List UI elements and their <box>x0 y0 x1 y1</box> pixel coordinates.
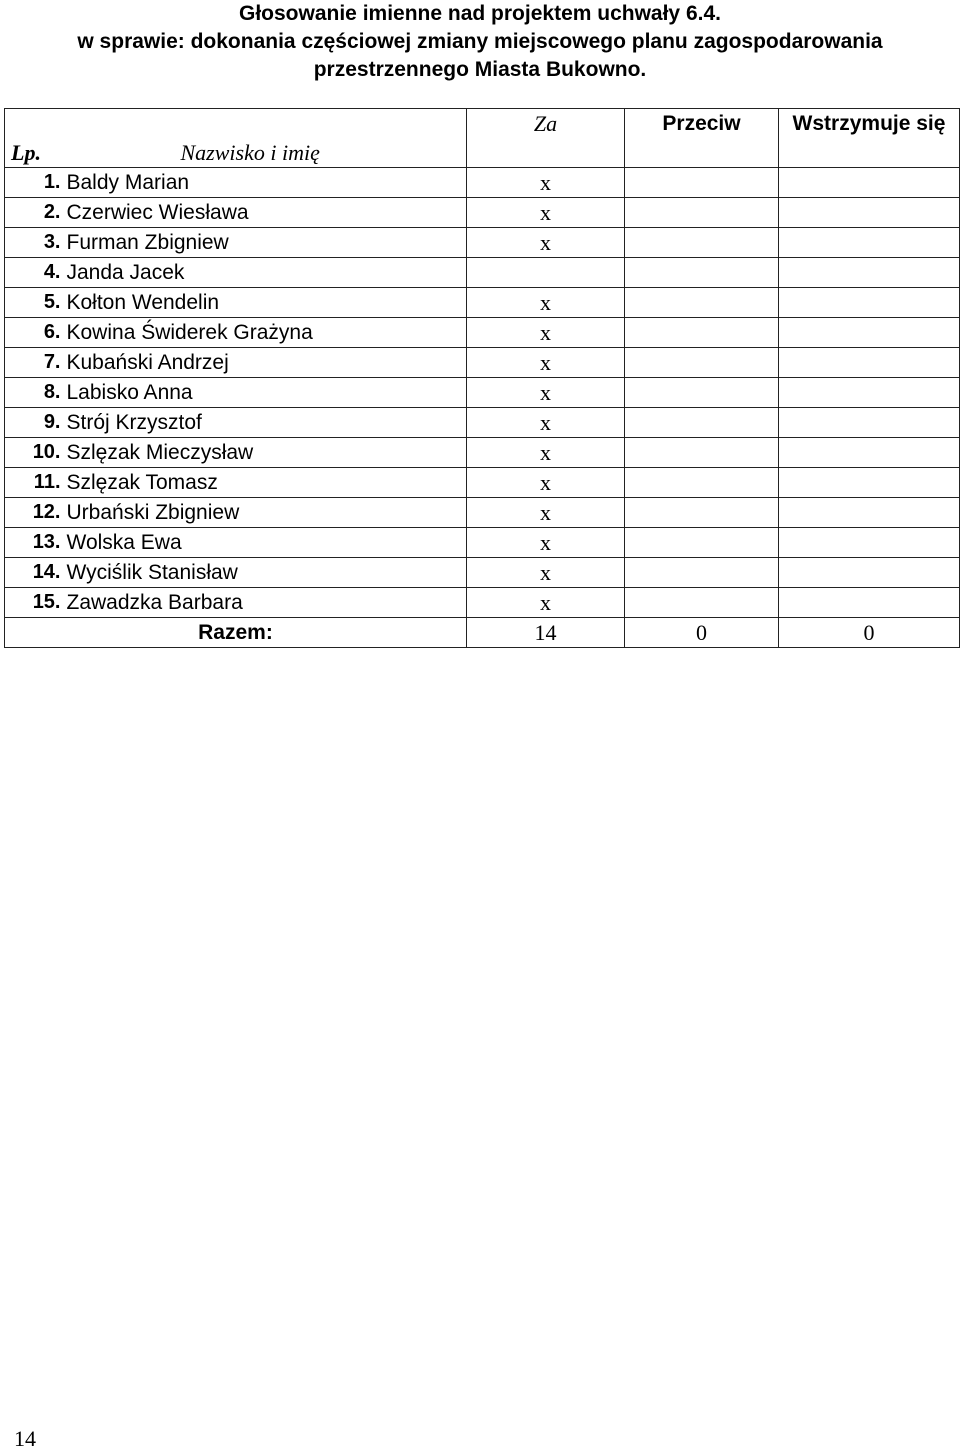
councillor-name: Zawadzka Barbara <box>63 588 467 618</box>
header-przeciw: Przeciw <box>625 109 779 168</box>
table-row <box>5 228 960 258</box>
vote-przeciw <box>625 468 779 498</box>
header-row-top <box>5 109 960 139</box>
row-number: 5. <box>5 288 63 318</box>
document-title <box>0 0 960 84</box>
total-przeciw: 0 <box>625 618 779 648</box>
vote-za: x <box>467 288 625 318</box>
row-number: 2. <box>5 198 63 228</box>
vote-przeciw <box>625 378 779 408</box>
total-za: 14 <box>467 618 625 648</box>
totals-row <box>5 618 960 648</box>
vote-wstrzymuje <box>779 318 960 348</box>
table-row <box>5 168 960 198</box>
row-number: 14. <box>5 558 63 588</box>
vote-wstrzymuje <box>779 558 960 588</box>
title-line-3: przestrzennego Miasta Bukowno. <box>313 58 647 81</box>
vote-za: x <box>467 348 625 378</box>
vote-wstrzymuje <box>779 288 960 318</box>
vote-przeciw <box>625 438 779 468</box>
title-line-1: Głosowanie imienne nad projektem uchwały 6.4. <box>239 2 721 25</box>
vote-za <box>467 258 625 288</box>
councillor-name: Wyciślik Stanisław <box>63 558 467 588</box>
vote-wstrzymuje <box>779 528 960 558</box>
table-row <box>5 528 960 558</box>
councillor-name: Kubański Andrzej <box>63 348 467 378</box>
vote-za: x <box>467 438 625 468</box>
header-wstrzymuje: Wstrzymuje się <box>779 109 960 168</box>
vote-przeciw <box>625 408 779 438</box>
row-number: 11. <box>5 468 63 498</box>
councillor-name: Szlęzak Mieczysław <box>63 438 467 468</box>
table-row <box>5 438 960 468</box>
vote-wstrzymuje <box>779 378 960 408</box>
table-row <box>5 378 960 408</box>
vote-za: x <box>467 228 625 258</box>
vote-wstrzymuje <box>779 198 960 228</box>
table-row <box>5 588 960 618</box>
vote-za: x <box>467 498 625 528</box>
vote-wstrzymuje <box>779 348 960 378</box>
table-row <box>5 408 960 438</box>
row-number: 7. <box>5 348 63 378</box>
vote-przeciw <box>625 168 779 198</box>
table-row <box>5 498 960 528</box>
councillor-name: Urbański Zbigniew <box>63 498 467 528</box>
table-row <box>5 348 960 378</box>
row-number: 1. <box>5 168 63 198</box>
row-number: 3. <box>5 228 63 258</box>
vote-za: x <box>467 468 625 498</box>
table-row <box>5 468 960 498</box>
table-row <box>5 288 960 318</box>
vote-wstrzymuje <box>779 438 960 468</box>
header-name: Nazwisko i imię <box>63 138 467 168</box>
vote-przeciw <box>625 318 779 348</box>
row-number: 13. <box>5 528 63 558</box>
vote-za: x <box>467 558 625 588</box>
councillor-name: Czerwiec Wiesława <box>63 198 467 228</box>
row-number: 10. <box>5 438 63 468</box>
councillor-name: Janda Jacek <box>63 258 467 288</box>
vote-wstrzymuje <box>779 468 960 498</box>
vote-za: x <box>467 528 625 558</box>
vote-wstrzymuje <box>779 588 960 618</box>
vote-za: x <box>467 318 625 348</box>
table-row <box>5 198 960 228</box>
vote-wstrzymuje <box>779 168 960 198</box>
vote-wstrzymuje <box>779 258 960 288</box>
councillor-name: Baldy Marian <box>63 168 467 198</box>
councillor-name: Kowina Świderek Grażyna <box>63 318 467 348</box>
row-number: 9. <box>5 408 63 438</box>
vote-przeciw <box>625 558 779 588</box>
councillor-name: Kołton Wendelin <box>63 288 467 318</box>
vote-za: x <box>467 408 625 438</box>
totals-label: Razem: <box>5 618 467 648</box>
vote-table <box>4 108 960 648</box>
councillor-name: Wolska Ewa <box>63 528 467 558</box>
title-line-2: w sprawie: dokonania częściowej zmiany miejscowego planu zagospodarowania <box>77 30 883 53</box>
header-lp: Lp. <box>5 138 63 168</box>
vote-wstrzymuje <box>779 408 960 438</box>
table-row <box>5 258 960 288</box>
vote-za: x <box>467 378 625 408</box>
vote-za: x <box>467 168 625 198</box>
councillor-name: Labisko Anna <box>63 378 467 408</box>
vote-za: x <box>467 198 625 228</box>
councillor-name: Furman Zbigniew <box>63 228 467 258</box>
vote-przeciw <box>625 528 779 558</box>
header-blank <box>5 109 467 139</box>
table-row <box>5 558 960 588</box>
row-number: 8. <box>5 378 63 408</box>
vote-przeciw <box>625 588 779 618</box>
row-number: 6. <box>5 318 63 348</box>
vote-przeciw <box>625 288 779 318</box>
vote-przeciw <box>625 258 779 288</box>
vote-za: x <box>467 588 625 618</box>
vote-przeciw <box>625 198 779 228</box>
total-wstrzymuje: 0 <box>779 618 960 648</box>
councillor-name: Szlęzak Tomasz <box>63 468 467 498</box>
row-number: 4. <box>5 258 63 288</box>
vote-przeciw <box>625 498 779 528</box>
vote-wstrzymuje <box>779 498 960 528</box>
header-za: Za <box>467 109 625 139</box>
vote-przeciw <box>625 348 779 378</box>
councillor-name: Strój Krzysztof <box>63 408 467 438</box>
table-row <box>5 318 960 348</box>
vote-wstrzymuje <box>779 228 960 258</box>
vote-przeciw <box>625 228 779 258</box>
row-number: 15. <box>5 588 63 618</box>
page-number: 14 <box>14 1426 36 1451</box>
row-number: 12. <box>5 498 63 528</box>
header-za-blank <box>467 138 625 168</box>
